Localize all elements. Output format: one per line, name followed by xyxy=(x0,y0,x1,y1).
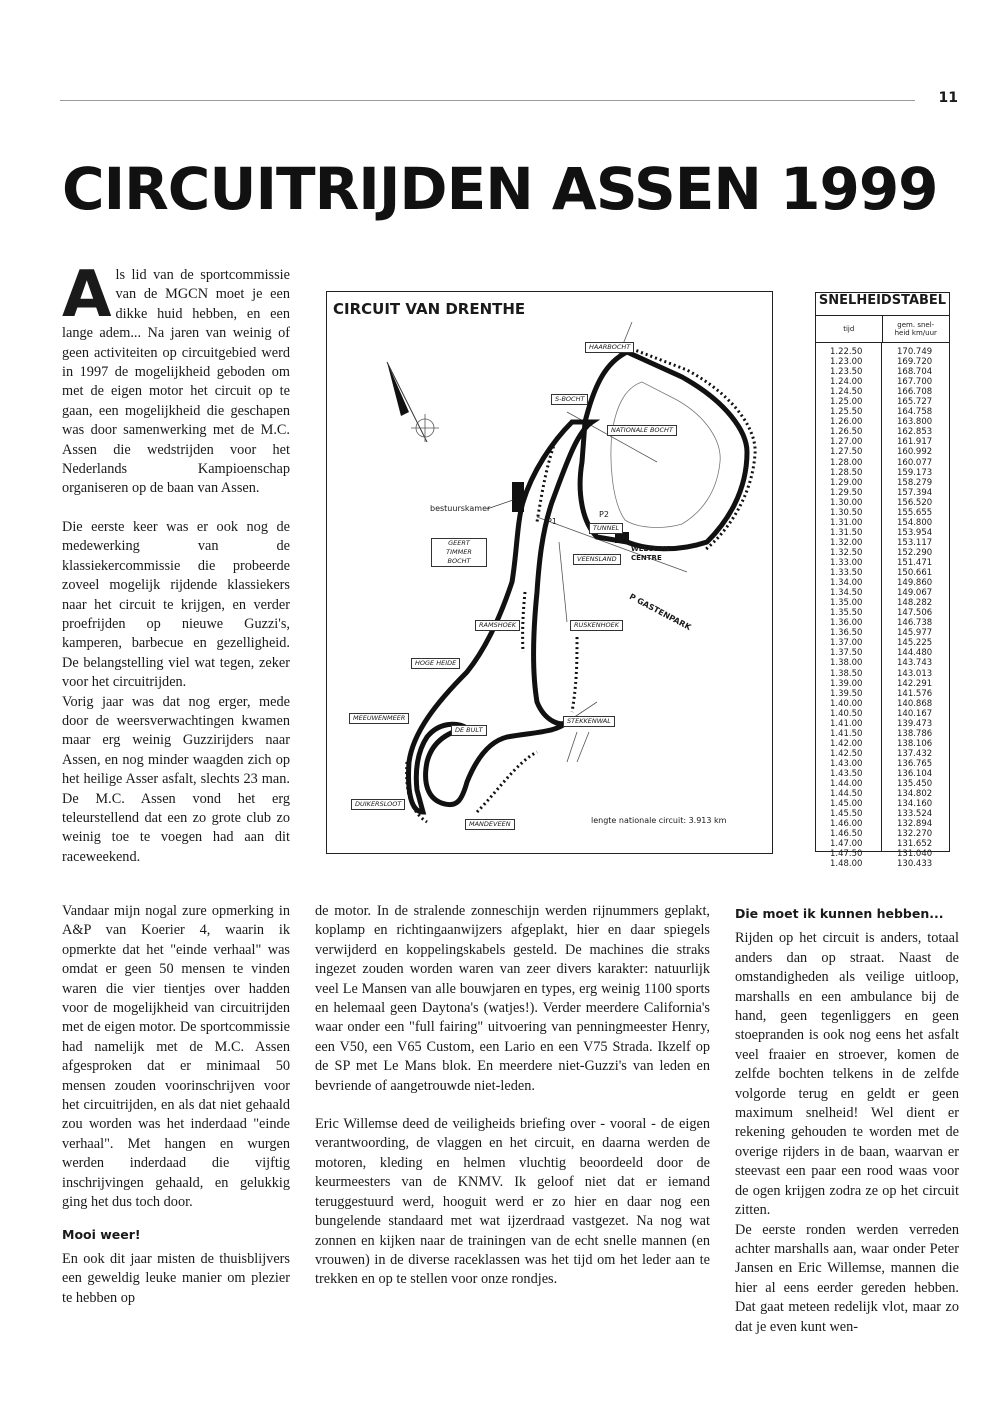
table-cell-speed: 160.992 xyxy=(897,447,933,458)
table-cell-time: 1.32.50 xyxy=(830,547,863,558)
time-column xyxy=(816,343,882,870)
table-cell-time: 1.40.50 xyxy=(830,708,863,719)
table-cell-speed: 157.394 xyxy=(897,487,933,498)
top-rule xyxy=(60,100,915,101)
table-cell-time: 1.30.00 xyxy=(830,497,863,508)
subheading-mooi-weer: Mooi weer! xyxy=(62,1226,141,1242)
table-cell-time: 1.27.50 xyxy=(830,447,863,458)
corner-label-duikersloot: DUIKERSLOOT xyxy=(351,799,405,810)
table-cell-speed: 167.700 xyxy=(897,377,933,388)
gastenpark-label: P GASTENPARK xyxy=(627,592,693,633)
table-cell-speed: 136.104 xyxy=(897,768,933,779)
table-cell-speed: 130.433 xyxy=(897,859,933,870)
table-cell-speed: 160.077 xyxy=(897,457,933,468)
map-title: CIRCUIT VAN DRENTHE xyxy=(333,300,526,318)
table-cell-time: 1.42.50 xyxy=(830,748,863,759)
table-cell-time: 1.32.00 xyxy=(830,537,863,548)
table-cell-speed: 137.432 xyxy=(897,748,933,759)
outer-loop xyxy=(580,352,747,549)
table-cell-time: 1.36.50 xyxy=(830,628,863,639)
table-cell-time: 1.28.50 xyxy=(830,467,863,478)
p2-label: P2 xyxy=(599,510,609,519)
table-cell-time: 1.45.50 xyxy=(830,809,863,820)
table-cell-time: 1.25.00 xyxy=(830,397,863,408)
table-cell-time: 1.39.50 xyxy=(830,688,863,699)
table-cell-time: 1.40.00 xyxy=(830,698,863,709)
main-track xyxy=(409,422,592,812)
speed-column xyxy=(882,343,949,869)
table-cell-speed: 145.225 xyxy=(897,638,933,649)
table-cell-time: 1.34.50 xyxy=(830,588,863,599)
table-cell-time: 1.48.00 xyxy=(830,859,863,870)
header-speed-line-2: heid km/uur xyxy=(894,329,937,337)
table-cell-speed: 150.661 xyxy=(897,568,933,579)
dropcap: A xyxy=(62,258,112,332)
table-cell-speed: 143.743 xyxy=(897,658,933,669)
table-cell-time: 1.41.50 xyxy=(830,728,863,739)
column-1-bottom xyxy=(62,902,290,1327)
table-cell-time: 1.33.00 xyxy=(830,557,863,568)
table-cell-time: 1.39.00 xyxy=(830,678,863,689)
table-cell-speed: 159.173 xyxy=(897,467,933,478)
table-cell-time: 1.29.50 xyxy=(830,487,863,498)
table-cell-speed: 143.013 xyxy=(897,668,933,679)
table-cell-time: 1.22.50 xyxy=(830,347,863,357)
table-cell-speed: 169.720 xyxy=(897,357,933,368)
table-cell-time: 1.46.00 xyxy=(830,819,863,830)
table-cell-speed: 134.802 xyxy=(897,789,933,800)
table-cell-time: 1.45.00 xyxy=(830,799,863,810)
table-cell-speed: 155.655 xyxy=(897,507,933,518)
speed-table-title: SNELHEIDSTABEL xyxy=(816,293,949,316)
table-cell-speed: 133.524 xyxy=(897,809,933,820)
bestuurskamer-label: bestuurskamer xyxy=(430,504,491,513)
corner-label-tunnel: TUNNEL xyxy=(589,523,623,534)
table-cell-speed: 145.977 xyxy=(897,628,933,639)
corner-label-ramshoek: RAMSHOEK xyxy=(475,620,520,631)
table-cell-speed: 131.040 xyxy=(897,849,933,860)
corner-label-s-bocht: S-BOCHT xyxy=(551,394,588,405)
table-cell-time: 1.43.50 xyxy=(830,768,863,779)
corner-label-meeuwenmeer: MEEUWENMEER xyxy=(349,713,409,724)
table-cell-speed: 164.758 xyxy=(897,407,933,418)
header-speed xyxy=(883,316,950,342)
column-3 xyxy=(735,902,959,1356)
column-2 xyxy=(315,902,710,1309)
column-1-top xyxy=(62,258,290,886)
circuit-drawing xyxy=(327,292,774,855)
table-cell-time: 1.37.00 xyxy=(830,638,863,649)
table-cell-speed: 152.290 xyxy=(897,547,933,558)
table-cell-speed: 158.279 xyxy=(897,477,933,488)
table-cell-speed: 132.270 xyxy=(897,829,933,840)
centre-label: CENTRE xyxy=(631,554,662,562)
table-cell-speed: 131.652 xyxy=(897,839,933,850)
north-arrow-icon xyxy=(387,362,439,442)
table-cell-speed: 139.473 xyxy=(897,718,933,729)
table-cell-time: 1.23.00 xyxy=(830,357,863,368)
table-cell-speed: 166.708 xyxy=(897,387,933,398)
table-cell-time: 1.24.00 xyxy=(830,377,863,388)
circuit-map xyxy=(326,291,773,854)
paragraph-7: Eric Willemse deed de veiligheids briefing over - vooral - de eigen verantwoording, de vlaggen en het circuit, en daarna werden de motoren, kleding en helmen vluchtig beoordeeld door de keurmeesters van de KNMV. Ik geloof niet dat er iemand teruggestuurd werd, hooguit werd er zo hier en daar nog een bungelende standaard met wat ijzerdraad vastgezet. Na nog wat zonnen en kijken naar de trainingen van de echt snelle mannen (en vrouwen) in de diverse raceklassen was het tijd om het leder aan te trekken en op te stellen voor onze rondjes. xyxy=(315,1116,710,1288)
table-cell-speed: 170.749 xyxy=(897,347,933,357)
table-cell-speed: 141.576 xyxy=(897,688,933,699)
table-cell-speed: 135.450 xyxy=(897,779,933,790)
curb-markings xyxy=(407,347,756,822)
table-cell-speed: 140.868 xyxy=(897,698,933,709)
table-cell-time: 1.47.50 xyxy=(830,849,863,860)
table-cell-time: 1.26.50 xyxy=(830,427,863,438)
table-cell-speed: 165.727 xyxy=(897,397,933,408)
table-cell-time: 1.44.00 xyxy=(830,779,863,790)
table-cell-speed: 149.067 xyxy=(897,588,933,599)
corner-label-hoge-heide: HOGE HEIDE xyxy=(411,658,460,669)
p1-label: P1 xyxy=(547,517,557,526)
header-time: tijd xyxy=(816,316,883,342)
table-cell-time: 1.33.50 xyxy=(830,568,863,579)
corner-label-stekkenwal: STEKKENWAL xyxy=(563,716,615,727)
table-cell-speed: 132.894 xyxy=(897,819,933,830)
table-cell-time: 1.47.00 xyxy=(830,839,863,850)
table-cell-speed: 156.520 xyxy=(897,497,933,508)
table-cell-time: 1.35.00 xyxy=(830,598,863,609)
table-cell-speed: 162.853 xyxy=(897,427,933,438)
corner-label-mandeveen: MANDEVEEN xyxy=(465,819,515,830)
table-cell-time: 1.42.00 xyxy=(830,738,863,749)
table-cell-time: 1.28.00 xyxy=(830,457,863,468)
corner-label-geert-timmer-bocht: GEERT TIMMER BOCHT xyxy=(431,538,487,567)
table-cell-speed: 138.786 xyxy=(897,728,933,739)
article-headline: CIRCUITRIJDEN ASSEN 1999 xyxy=(62,155,938,223)
table-cell-speed: 134.160 xyxy=(897,799,933,810)
table-cell-time: 1.35.50 xyxy=(830,608,863,619)
paragraph-9: De eerste ronden werden verreden achter marshalls aan, waar onder Peter Jansen en Eric Willemse, mannen die hier al eens eerder gereden hebben. Dat gaat meteen redelijk vlot, maar zo dat je even kunt wen- xyxy=(735,1221,959,1335)
corner-label-nationale-bocht: NATIONALE BOCHT xyxy=(607,425,677,436)
corner-label-haarbocht: HAARBOCHT xyxy=(585,342,634,353)
table-cell-time: 1.27.00 xyxy=(830,437,863,448)
table-cell-time: 1.37.50 xyxy=(830,648,863,659)
table-cell-speed: 153.954 xyxy=(897,527,933,538)
table-cell-speed: 140.167 xyxy=(897,708,933,719)
table-cell-speed: 147.506 xyxy=(897,608,933,619)
table-cell-speed: 161.917 xyxy=(897,437,933,448)
table-cell-time: 1.41.00 xyxy=(830,718,863,729)
corner-label-ruskenhoek: RUSKENHOEK xyxy=(570,620,623,631)
table-cell-speed: 138.106 xyxy=(897,738,933,749)
paragraph-6: de motor. In de stralende zonneschijn werden rijnummers geplakt, koplamp en richtingaanwijzers afgeplakt, hier en daar spiegels verwijderd en koppelingskabels gesteld. De machines die straks ingezet zouden worden waren van zeer divers karakter: natuurlijk veel Le Mansen van alle bouwjaren en types, erg weinig 1100 sports en helemaal geen Daytona's (watjes!). Verder meerdere California's waar onder een "full fairing" uitvoering van penningmeester Henry, een V50, een V65 Custom, een Lario en een V75 Strada. Ikzelf op de SP met Le Mans blok. En meerdere niet-Guzzi's van leden en bevriende of aangetrouwde niet-leden. xyxy=(315,903,710,1094)
table-cell-speed: 153.117 xyxy=(897,537,933,548)
corner-label-veensland: VEENSLAND xyxy=(573,554,621,565)
table-cell-time: 1.38.00 xyxy=(830,658,863,669)
table-cell-time: 1.30.50 xyxy=(830,507,863,518)
table-cell-speed: 148.282 xyxy=(897,598,933,609)
table-cell-speed: 144.480 xyxy=(897,648,933,659)
paragraph-3: Vorig jaar was dat nog erger, mede door de weersverwachtingen kwamen maar erg weinig Guzzirijders naar Assen, en nog minder waagden zich op het heilige Asser asfalt, slechts 23 man. De M.C. Assen vond het erg teleurstellend dat een zo grote club zo weinig toe te voegen had aan dit raceweekend. xyxy=(62,693,290,865)
table-cell-time: 1.34.00 xyxy=(830,578,863,589)
table-cell-time: 1.23.50 xyxy=(830,367,863,378)
table-cell-speed: 168.704 xyxy=(897,367,933,378)
subheading-die-moet-ik: Die moet ik kunnen hebben... xyxy=(735,906,944,921)
table-cell-speed: 136.765 xyxy=(897,758,933,769)
table-cell-time: 1.44.50 xyxy=(830,789,863,800)
table-cell-speed: 154.800 xyxy=(897,517,933,528)
table-cell-time: 1.46.50 xyxy=(830,829,863,840)
header-speed-line-1: gem. snel- xyxy=(897,321,935,329)
table-cell-speed: 146.738 xyxy=(897,618,933,629)
table-cell-time: 1.29.00 xyxy=(830,477,863,488)
table-cell-time: 1.43.00 xyxy=(830,758,863,769)
table-cell-time: 1.36.00 xyxy=(830,618,863,629)
table-cell-time: 1.25.50 xyxy=(830,407,863,418)
paragraph-5: En ook dit jaar misten de thuisblijvers een geweldig leuke manier om plezier te hebben op xyxy=(62,1250,290,1306)
table-cell-time: 1.31.00 xyxy=(830,517,863,528)
paragraph-2: Die eerste keer was er ook nog de medewerking van de klassiekercommissie die probeerde zoveel mogelijk rijdende klassiekers naar het circuit te krijgen, en verder proefrijden op nieuwe Guzzi's, kamperen, barbecue en gezelligheid. De belangstelling viel wat tegen, zeker voor het circuitrijden. xyxy=(62,518,290,691)
table-cell-time: 1.38.50 xyxy=(830,668,863,679)
page-number: 11 xyxy=(938,90,958,106)
speed-table-header xyxy=(816,316,949,343)
speed-table xyxy=(815,292,950,870)
paragraph-8: Rijden op het circuit is anders, totaal anders dan op straat. Naast de omstandigheden als veilige uitloop, marshalls en een ambulance bij de hand, geen tegenliggers en geen stoepranden is ook nog eens het asfalt veel fraaier en stroever, komen de zelfde bochten telkens in de zelfde volgorde terug en geldt er geen maximum snelheid! Wel dient er rekening gehouden te worden met de overige rijders in de baan, waarvan er steevast een paar een rood waas voor de ogen krijgen zodra ze op het circuit zitten. xyxy=(735,930,959,1219)
paragraph-4: Vandaar mijn nogal zure opmerking in A&P van Koerier 4, waarin ik opmerkte dat het "einde verhaal" was omdat er geen 50 mensen te vinden waren die vier tientjes over hadden voor de mogelijkheid van circuitrijden met de eigen motor. De sportcommissie had namelijk met de M.C. Assen afgesproken dat er minimaal 50 mensen zouden voorinschrijven voor het circuitrijden, en als dat niet gehaald zou worden was het inderdaad "einde verhaal". Met hangen en wurgen werden inderdaad die vijftig inschrijvingen gehaald, en gelukkig ging het dus toch door. xyxy=(62,903,290,1211)
table-cell-time: 1.26.00 xyxy=(830,417,863,428)
paragraph-intro: ls lid van de sportcommissie van de MGCN moet je een dikke huid hebben, en een lange adem... Na jaren van weinig of geen activiteiten op circuitgebied werd in 1997 de mogelijkheid geboden om met de eigen motor het circuit op te gaan, een mogelijkheid die geschapen was door samenwerking met de M.C. Assen die wedstrijden voor het Nederlands Kampioenschap organiseren op de baan van Assen. xyxy=(62,267,290,497)
bestuurskamer-building xyxy=(512,482,524,512)
table-cell-speed: 151.471 xyxy=(897,557,933,568)
table-cell-speed: 142.291 xyxy=(897,678,933,689)
table-cell-time: 1.31.50 xyxy=(830,527,863,538)
table-cell-speed: 149.860 xyxy=(897,578,933,589)
corner-label-de-bult: DE BULT xyxy=(451,725,487,736)
welcome-label: WELCOME xyxy=(631,545,671,553)
table-cell-speed: 163.800 xyxy=(897,417,933,428)
table-cell-time: 1.24.50 xyxy=(830,387,863,398)
circuit-length-note: lengte nationale circuit: 3.913 km xyxy=(591,816,727,825)
